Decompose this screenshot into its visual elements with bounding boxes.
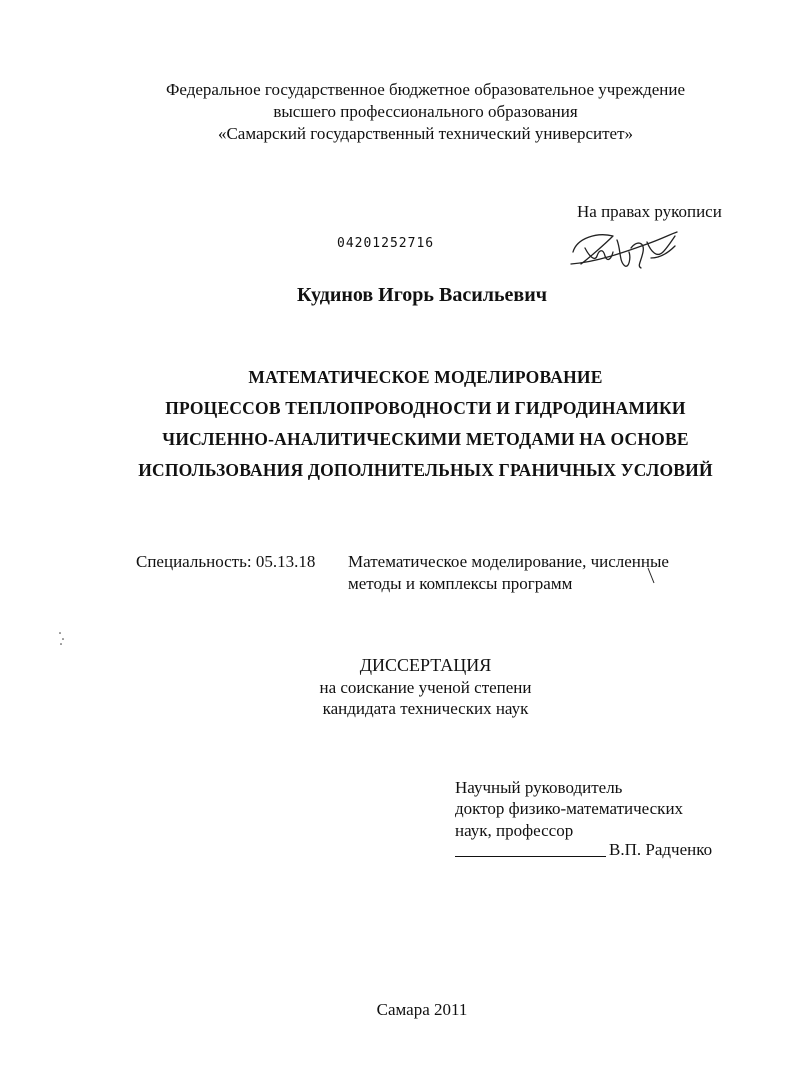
dissertation-degree-line-1: на соискание ученой степени [319,678,532,697]
specialty-text-line-2: методы и комплексы программ [348,574,573,593]
dissertation-heading: ДИССЕРТАЦИЯ [359,655,492,675]
specialty-text-line-1: Математическое моделирование, численные [348,552,669,571]
supervisor-degree-line-1: доктор физико-математических [455,799,684,818]
signature-line [455,856,606,857]
supervisor-name: В.П. Радченко [609,840,713,859]
rights-note: На правах рукописи [577,202,722,221]
handwritten-signature [567,222,681,274]
specialty-label: Специальность: 05.13.18 [136,552,316,571]
institution-line-2: высшего профессионального образования [273,102,578,121]
stray-mark [645,567,657,585]
dissertation-degree-line-2: кандидата технических наук [322,699,529,718]
thesis-title-line-2: ПРОЦЕССОВ ТЕПЛОПРОВОДНОСТИ И ГИДРОДИНАМИКИ [165,398,686,418]
thesis-title-line-4: ИСПОЛЬЗОВАНИЯ ДОПОЛНИТЕЛЬНЫХ ГРАНИЧНЫХ УСЛОВИЙ [138,460,713,480]
author-name: Кудинов Игорь Васильевич [296,284,548,306]
scan-speck [57,631,67,647]
institution-line-3: «Самарский государственный технический университет» [217,124,634,143]
supervisor-role: Научный руководитель [455,778,623,797]
institution-line-1: Федеральное государственное бюджетное образовательное учреждение [165,80,686,99]
city-year: Самара 2011 [376,1000,468,1019]
thesis-title-line-1: МАТЕМАТИЧЕСКОЕ МОДЕЛИРОВАНИЕ [248,367,603,387]
supervisor-degree-line-2: наук, профессор [455,821,574,840]
catalog-code: 04201252716 [337,236,435,251]
thesis-title-line-3: ЧИСЛЕННО-АНАЛИТИЧЕСКИМИ МЕТОДАМИ НА ОСНОВЕ [162,429,689,449]
